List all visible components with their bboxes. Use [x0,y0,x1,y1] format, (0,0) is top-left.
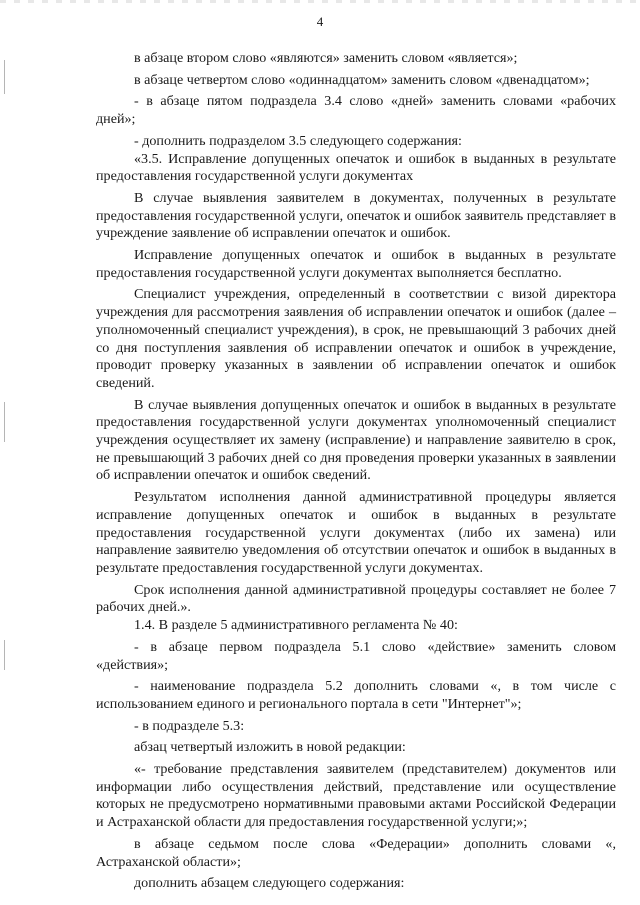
paragraph: в абзаце втором слово «являются» заменить словом «является»; [134,50,518,66]
scan-margin-mark [4,640,5,670]
paragraph: в абзаце четвертом слово «одиннадцатом» заменить словом «двенадцатом»; [134,71,590,88]
page-number: 4 [316,14,324,29]
paragraph: В случае выявления допущенных опечаток и ошибок в выданных в результате предоставления государственной услуги документах уполномоченный специалист учреждения осуществляет их замену (исправление) и направление заявителю в срок, не превышающий 3 рабочих дней со дня проведения проверки указанных в заявлении об исправлении опечаток и ошибок сведений. [96,396,616,484]
paragraph: - дополнить подразделом 3.5 следующего содержания: [134,132,462,149]
paragraph: - в абзаце пятом подраздела 3.4 слово «дней» заменить словами «рабочих дней»; [96,93,616,128]
paragraph: Исправление допущенных опечаток и ошибок в выданных в результате предоставления государственной услуги документах выполняется бесплатно. [96,247,616,281]
scan-margin-mark [4,60,5,94]
paragraph: - наименование подраздела 5.2 дополнить словами «, в том числе с использованием единого и регионального портала в сети "Интернет"»; [96,678,616,712]
paragraph: в абзаце седьмом после слова «Федерации» дополнить словами «, Астраханской области»; [96,835,616,870]
paragraph: «- требование представления заявителем (представителем) документов или информации либо осуществления действий, представление или осуществление которых не предусмотрено нормативными правовыми актами Российской Федерации и Астраханской области для предоставления государственной услуги;»; [96,761,616,831]
paragraph: 1.4. В разделе 5 административного регламента № 40: [134,617,458,634]
paragraph: Специалист учреждения, определенный в соответствии с визой директора учреждения для рассмотрения заявления об исправлении опечаток и ошибок (далее – уполномоченный специалист учреждения), в срок, не превышающий 3 рабочих дней со дня поступления заявления об исправлении опечаток и ошибок в учреждение, проводит проверку указанных в заявлении об исправлении опечаток и ошибок сведений. [96,286,616,391]
paragraph: - в абзаце первом подраздела 5.1 слово «действие» заменить словом «действия»; [96,638,616,673]
paragraph: - в подразделе 5.3: [134,717,245,734]
scan-edge-noise [0,0,640,3]
document-body [96,50,616,893]
scan-margin-mark [4,402,5,442]
paragraph: Срок исполнения данной административной процедуры составляет не более 7 рабочих дней.». [96,581,616,616]
paragraph: Результатом исполнения данной административной процедуры является исправление допущенных опечаток и ошибок в выданных в результате предоставления государственной услуги документах (либо их замена) или направление заявителю уведомления об отсутствии опечаток и ошибок в выданных в результате предоставления государственной услуги документах. [96,489,616,576]
paragraph: В случае выявления заявителем в документах, полученных в результате предоставления государственной услуги, опечаток и ошибок заявитель представляет в учреждение заявление об исправлении опечаток и ошибок. [96,189,616,242]
section-heading: «3.5. Исправление допущенных опечаток и ошибок в выданных в результате предоставления государственной услуги документах [96,150,616,185]
paragraph: абзац четвертый изложить в новой редакции: [134,739,406,756]
paragraph: дополнить абзацем следующего содержания: [134,875,405,892]
